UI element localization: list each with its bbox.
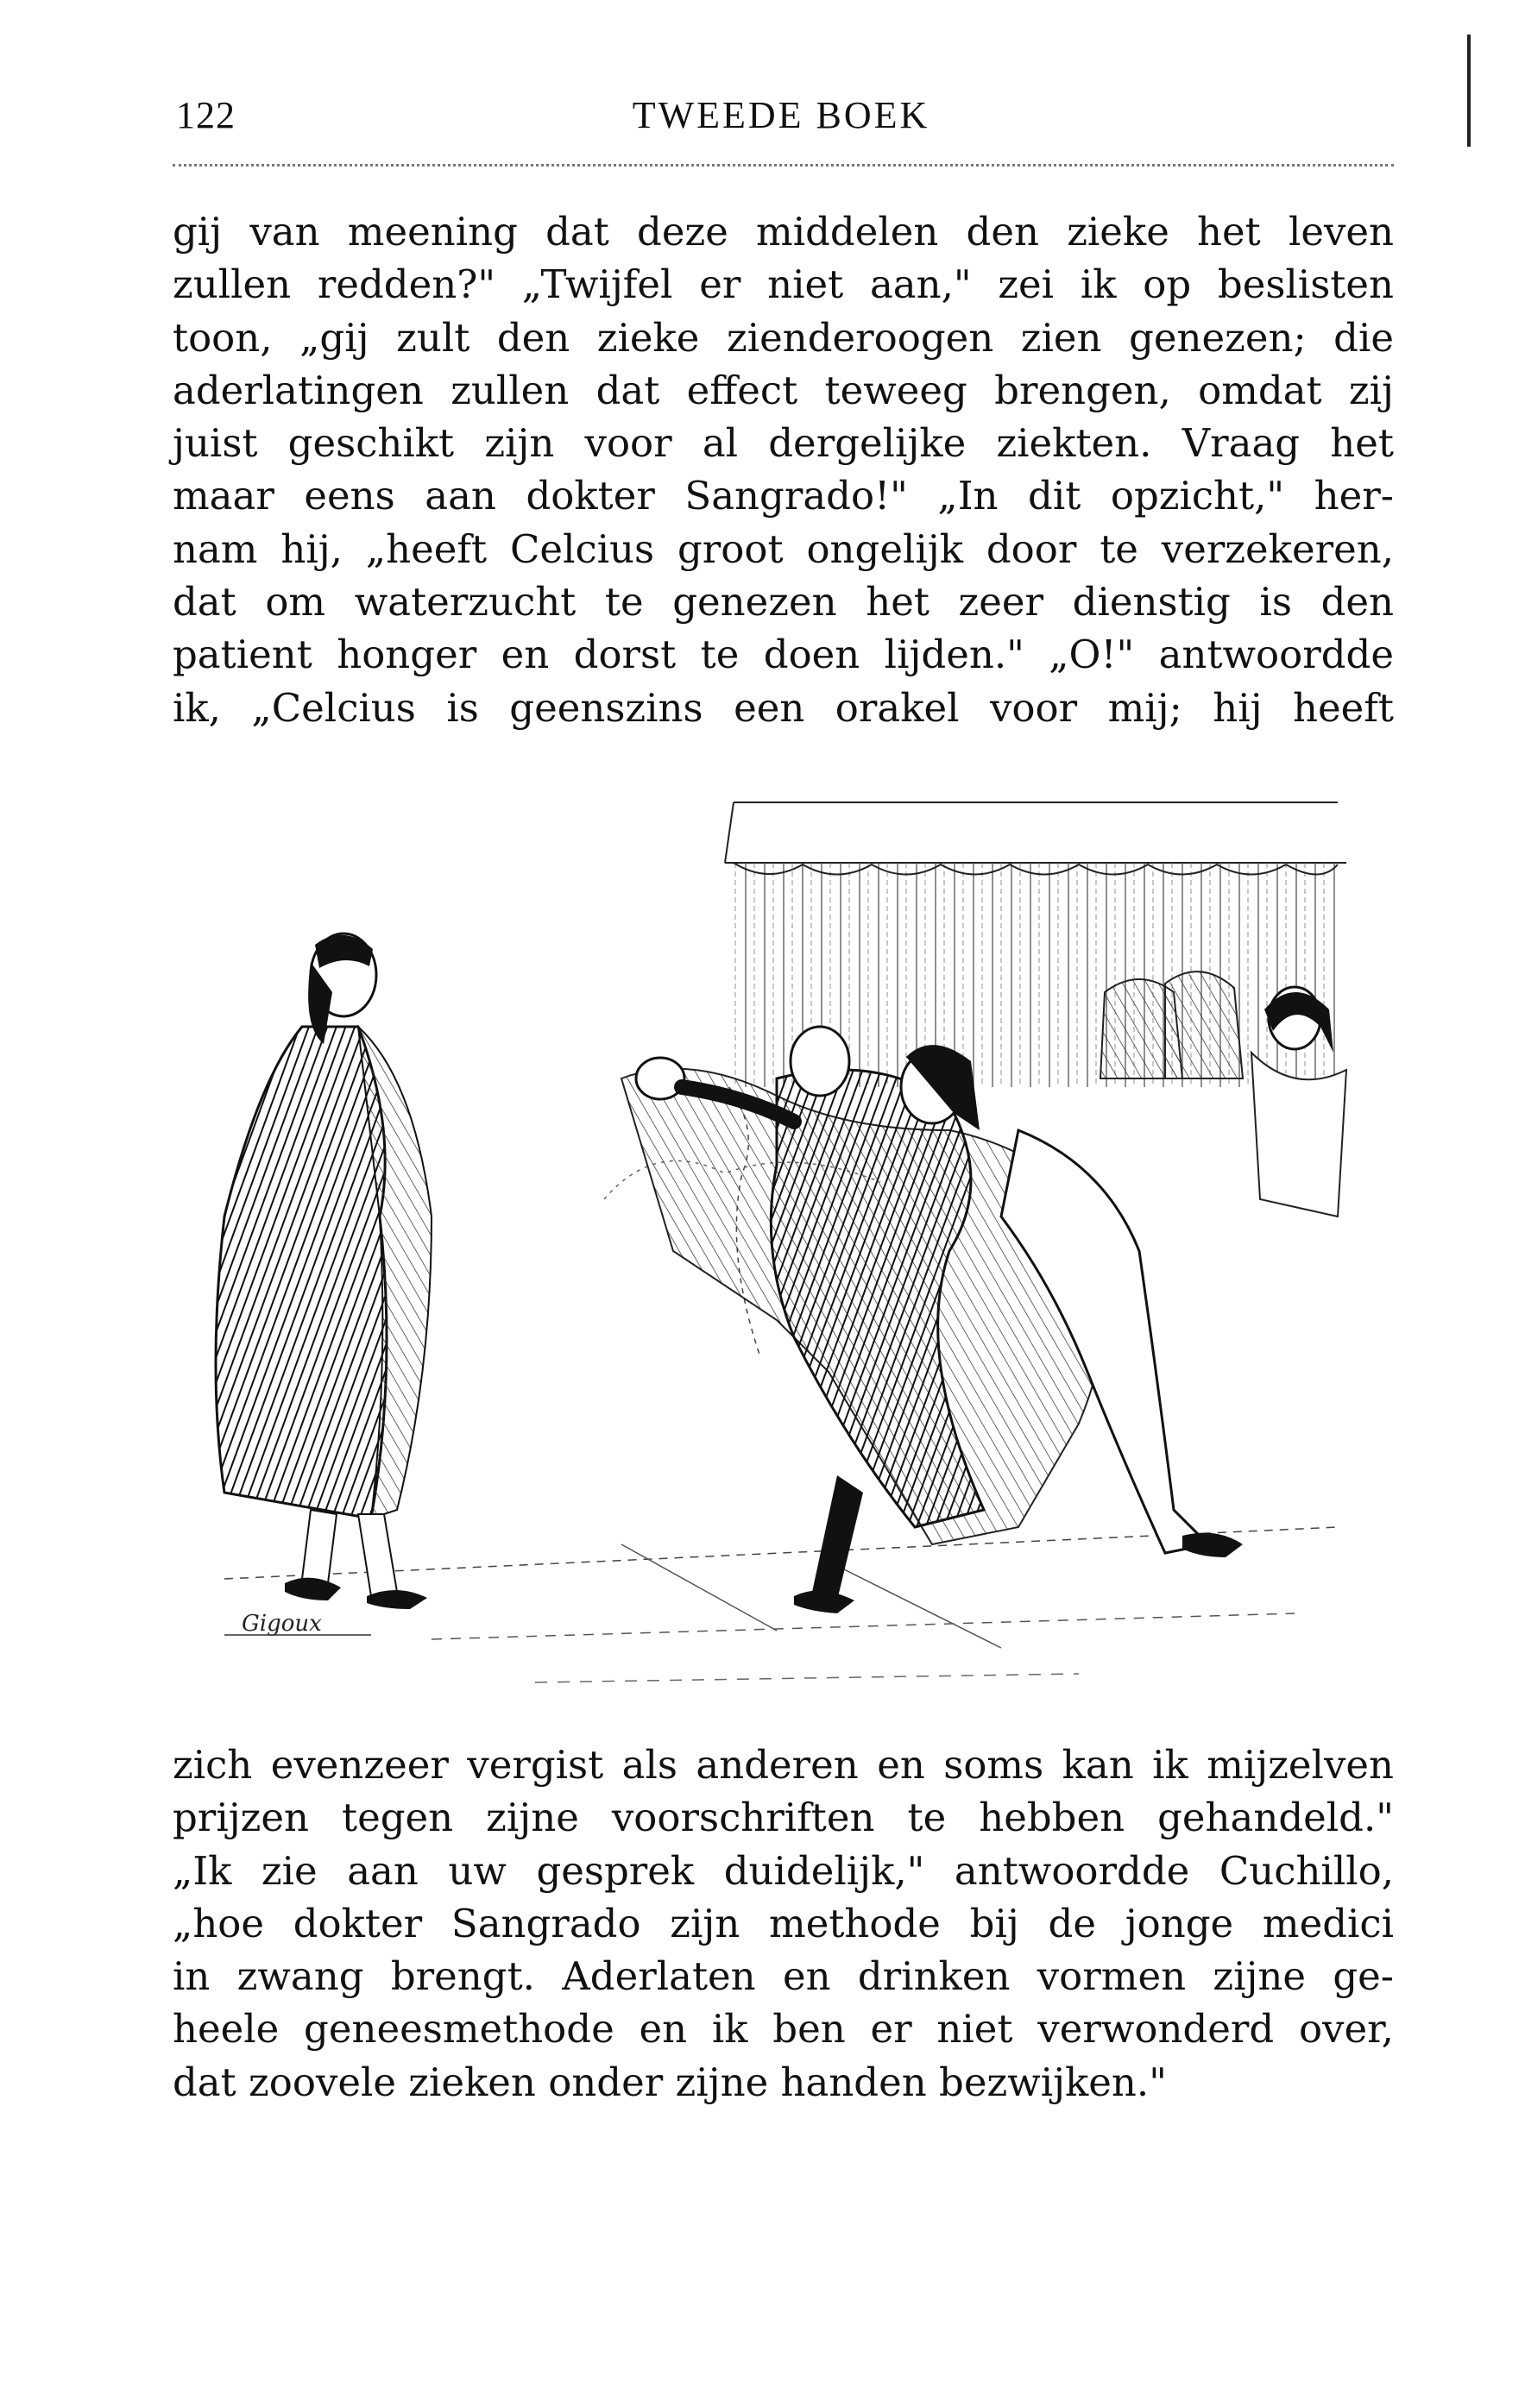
margin-mark xyxy=(1467,35,1471,147)
running-title: TWEEDE BOEK xyxy=(632,94,930,136)
struggling-figures xyxy=(621,1027,1243,1613)
text-line: prijzen tegen zijne voorschriften te hebben gehandeld." xyxy=(173,1795,1394,1841)
text-line: maar eens aan dokter Sangrado!" „In dit opzicht," her- xyxy=(173,473,1394,519)
text-line: dat zoovele zieken onder zijne handen bezwijken." xyxy=(173,2059,1167,2105)
engraver-signature: Gigoux xyxy=(242,1611,322,1637)
cloaked-figure xyxy=(216,934,432,1609)
text-line: „Ik zie aan uw gesprek duidelijk," antwoordde Cuchillo, xyxy=(173,1847,1394,1894)
page-header xyxy=(173,93,1390,154)
text-line: ik, „Celcius is geenszins een orakel voor mij; hij heeft xyxy=(173,684,1394,731)
text-line: toon, „gij zult den zieke zienderoogen zien genezen; die xyxy=(173,314,1394,361)
text-line: „hoe dokter Sangrado zijn methode bij de jonge medici xyxy=(173,1900,1394,1946)
text-line: aderlatingen zullen dat effect teweeg brengen, omdat zij xyxy=(173,367,1394,413)
text-line: juist geschikt zijn voor al dergelijke ziekten. Vraag het xyxy=(173,420,1394,467)
text-line: zullen redden?" „Twijfel er niet aan," zei ik op beslisten xyxy=(173,261,1394,308)
text-line: patient honger en dorst te doen lijden." „O!" antwoordde xyxy=(173,632,1394,678)
text-line: heele geneesmethode en ik ben er niet verwonderd over, xyxy=(173,2006,1394,2053)
text-line: gij van meening dat deze middelen den zieke het leven xyxy=(173,209,1394,255)
text-line: zich evenzeer vergist als anderen en soms kan ik mijzelven xyxy=(173,1742,1394,1788)
body-text-bottom xyxy=(173,1738,1394,2109)
body-text-top xyxy=(173,205,1394,734)
illustration-drawing xyxy=(173,768,1390,1700)
page-number: 122 xyxy=(176,94,236,136)
header-rule xyxy=(173,164,1394,167)
engraving-illustration xyxy=(173,768,1390,1700)
text-line: dat om waterzucht te genezen het zeer dienstig is den xyxy=(173,579,1394,626)
onlookers xyxy=(1100,971,1346,1217)
text-line: nam hij, „heeft Celcius groot ongelijk door te verzekeren, xyxy=(173,525,1394,572)
text-line: in zwang brengt. Aderlaten en drinken vormen zijne ge- xyxy=(173,1953,1394,2000)
